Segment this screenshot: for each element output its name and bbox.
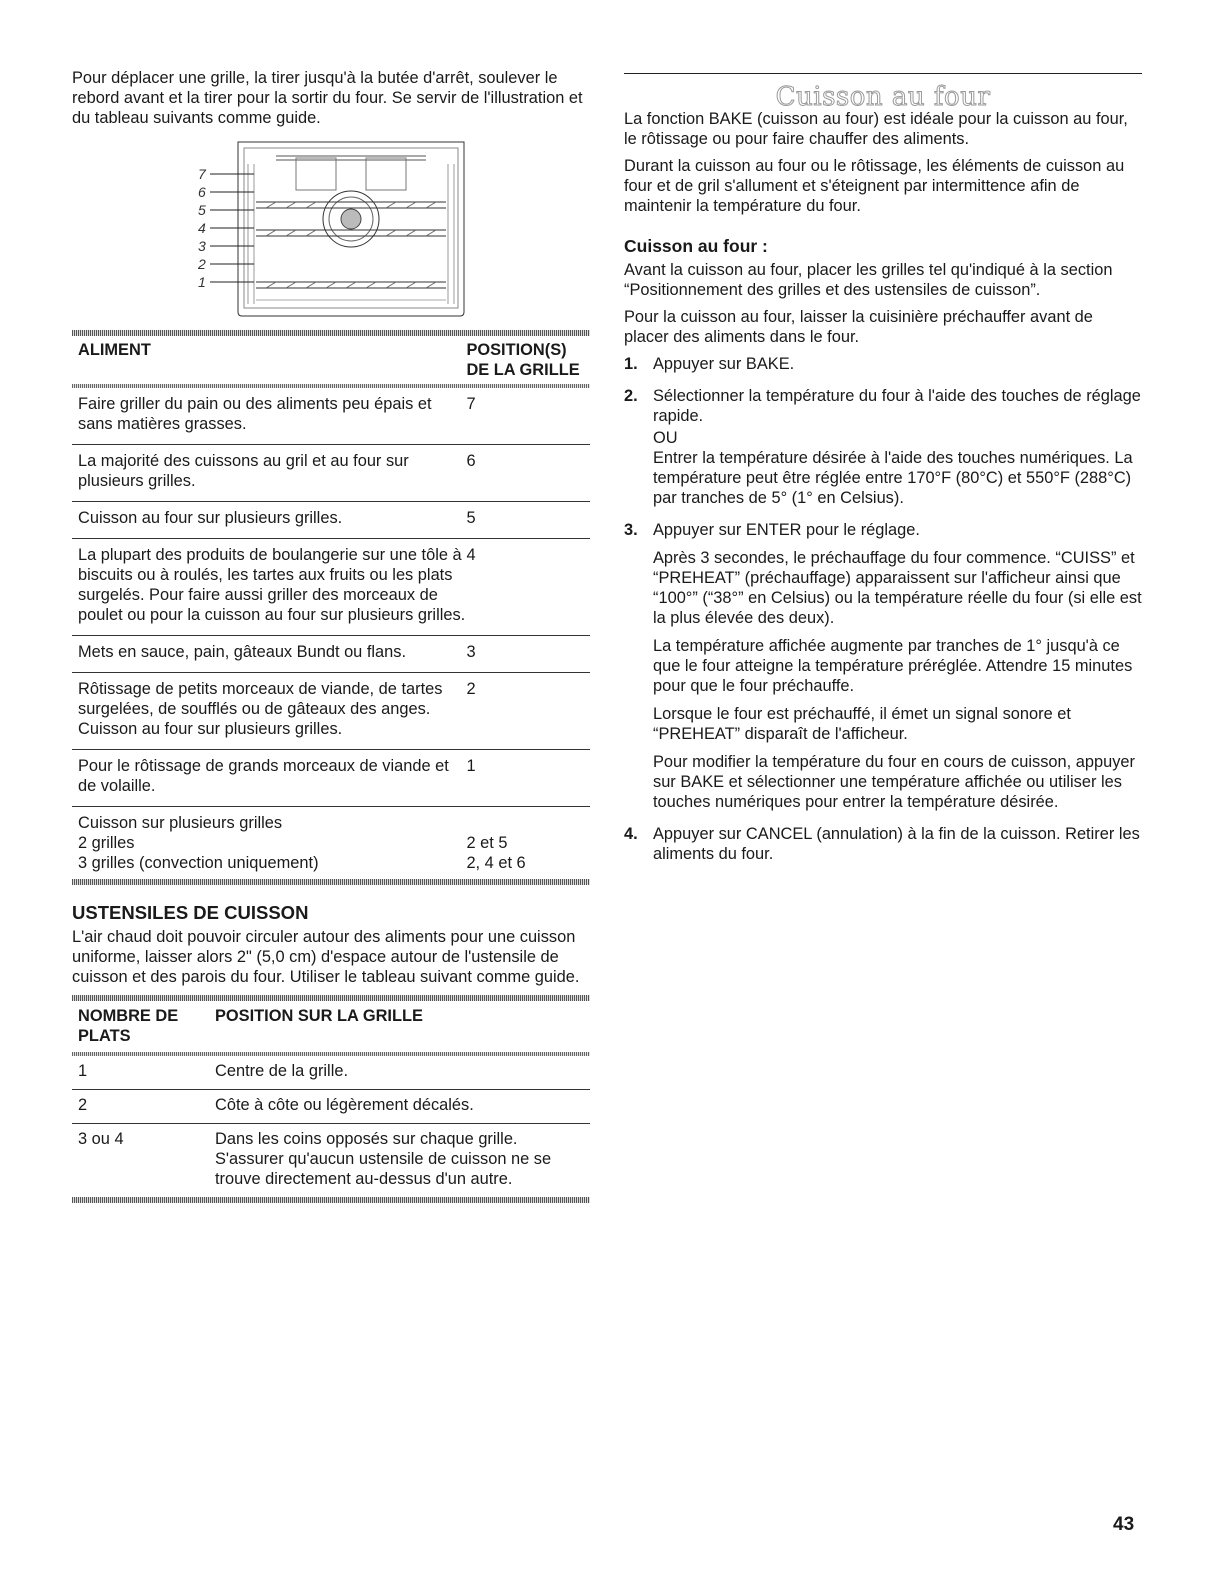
rack-label-3: 3: [198, 238, 206, 254]
multi-rack-line2-label: 3 grilles (convection uniquement): [78, 854, 319, 872]
table-row-multi-rack: [72, 807, 590, 880]
col-header-rack-position: POSITION SUR LA GRILLE: [215, 1007, 423, 1025]
left-column: [72, 68, 590, 1203]
row-position: Centre de la grille.: [209, 1056, 590, 1090]
row-food: La majorité des cuissons au gril et au four sur plusieurs grilles.: [72, 445, 466, 502]
multi-rack-line2-value: 2, 4 et 6: [466, 854, 526, 872]
step-1: 1. Appuyer sur BAKE.: [624, 355, 795, 373]
multi-rack-line1-value: 2 et 5: [466, 834, 508, 852]
section-rule: [624, 73, 1142, 74]
bake-para-1: La fonction BAKE (cuisson au four) est idéale pour la cuisson au four, le rôtissage ou pour faire chauffer des aliments.: [624, 110, 1128, 148]
row-count: 1: [72, 1056, 209, 1090]
table-row: [72, 636, 590, 673]
multi-rack-line1-label: 2 grilles: [78, 834, 135, 852]
row-position: 6: [466, 445, 590, 502]
table-row: [72, 445, 590, 502]
step-3: 3. Appuyer sur ENTER pour le réglage. Après 3 secondes, le préchauffage du four commence. “CUISS” et “PREHEAT” (préchauffage) apparaissent sur l'afficheur ainsi que “100°” (“38°” en Celsius) ou la température réelle du four (si elle est la plus élevée des deux). La température affichée augmente par tranches de 1° jusqu'à ce que le four atteigne la température préréglée. Attendre 15 minutes pour que le four préchauffe. Lorsque le four est préchauffé, il émet un signal sonore et “PREHEAT” disparaît de l'afficheur. Pour modifier la température du four en cours de cuisson, appuyer sur BAKE et sélectionner une température affichée ou utiliser les touches numériques pour entrer la température désirée.: [624, 521, 1142, 811]
rack-label-7: 7: [198, 166, 206, 182]
row-position: 1: [466, 750, 590, 807]
col-header-position: POSITION(S) DE LA GRILLE: [466, 341, 580, 379]
row-food: Pour le rôtissage de grands morceaux de viande et de volaille.: [72, 750, 466, 807]
bakeware-table: [72, 1001, 590, 1197]
row-position: 5: [466, 502, 590, 539]
rack-position-table: [72, 336, 590, 879]
rack-label-5: 5: [198, 202, 206, 218]
row-food: Rôtissage de petits morceaux de viande, de tartes surgelées, de soufflés ou de gâteaux des anges. Cuisson au four sur plusieurs grilles.: [72, 673, 466, 750]
row-food: Cuisson au four sur plusieurs grilles.: [72, 502, 466, 539]
rack-label-4: 4: [198, 220, 206, 236]
bake-para-4: Pour la cuisson au four, laisser la cuisinière préchauffer avant de placer des aliments dans le four.: [624, 308, 1093, 346]
section-title: Cuisson au four: [775, 82, 991, 112]
step-2: 2. Sélectionner la température du four à l'aide des touches de réglage rapide. OU Entrer la température désirée à l'aide des touches numériques. La température peut être réglée entre 170°F (80°C) et 550°F (288°C) par tranches de 5° (1° en Celsius).: [624, 387, 1141, 507]
bakeware-text: L'air chaud doit pouvoir circuler autour des aliments pour une cuisson uniforme, laisser alors 2" (5,0 cm) d'espace autour de l'ustensile de cuisson et des parois du four. Utiliser le tableau suivant comme guide.: [72, 928, 580, 986]
row-food: Faire griller du pain ou des aliments peu épais et sans matières grasses.: [72, 388, 466, 445]
bakeware-heading: USTENSILES DE CUISSON: [72, 902, 309, 923]
table-row: [72, 1090, 590, 1124]
row-position: Dans les coins opposés sur chaque grille. S'assurer qu'aucun ustensile de cuisson ne se trouve directement au-dessus d'un autre.: [215, 1130, 552, 1188]
row-count: 3 ou 4: [78, 1130, 124, 1148]
right-column: [624, 73, 1142, 872]
table-row: [72, 1056, 590, 1090]
row-food: La plupart des produits de boulangerie sur une tôle à biscuits ou à roulés, les tartes aux fruits ou les plats surgelés. Pour faire aussi griller des morceaux de poulet ou pour la cuisson au four sur plusieurs grilles.: [72, 539, 466, 636]
row-count: 2: [72, 1090, 209, 1124]
bake-para-2: Durant la cuisson au four ou le rôtissage, les éléments de cuisson au four et de gril s'allument et s'éteignent par intermittence afin de maintenir la température du four.: [624, 157, 1125, 215]
table-row: [72, 388, 590, 445]
row-food: Mets en sauce, pain, gâteaux Bundt ou flans.: [72, 636, 466, 673]
rack-label-6: 6: [198, 184, 206, 200]
table-row: [72, 673, 590, 750]
row-position: 3: [466, 636, 590, 673]
row-position: 4: [466, 539, 590, 636]
row-position: 7: [466, 388, 590, 445]
oven-rack-illustration: [196, 134, 476, 324]
page-number: 43: [1113, 1514, 1135, 1535]
table-row: [72, 750, 590, 807]
row-position: Côte à côte ou légèrement décalés.: [209, 1090, 590, 1124]
step-4: 4. Appuyer sur CANCEL (annulation) à la fin de la cuisson. Retirer les aliments du four.: [624, 825, 1140, 863]
col-header-count: NOMBRE DE PLATS: [78, 1007, 179, 1045]
rack-label-2: 2: [198, 256, 206, 272]
table-row: [72, 539, 590, 636]
bake-subheading: Cuisson au four :: [624, 236, 768, 256]
col-header-food: ALIMENT: [78, 341, 151, 359]
row-position: 2: [466, 673, 590, 750]
table2-bottom-rule: [72, 1197, 590, 1203]
rack-label-1: 1: [198, 274, 206, 290]
bake-para-3: Avant la cuisson au four, placer les grilles tel qu'indiqué à la section “Positionnement des grilles et des ustensiles de cuisson”.: [624, 261, 1113, 299]
table-row: [72, 502, 590, 539]
multi-rack-title: Cuisson sur plusieurs grilles: [78, 814, 283, 832]
table-row: [72, 1124, 590, 1198]
table-bottom-rule: [72, 879, 590, 885]
rack-intro: Pour déplacer une grille, la tirer jusqu'à la butée d'arrêt, soulever le rebord avant et la tirer pour la sortir du four. Se servir de l'illustration et du tableau suivants comme guide.: [72, 69, 583, 127]
